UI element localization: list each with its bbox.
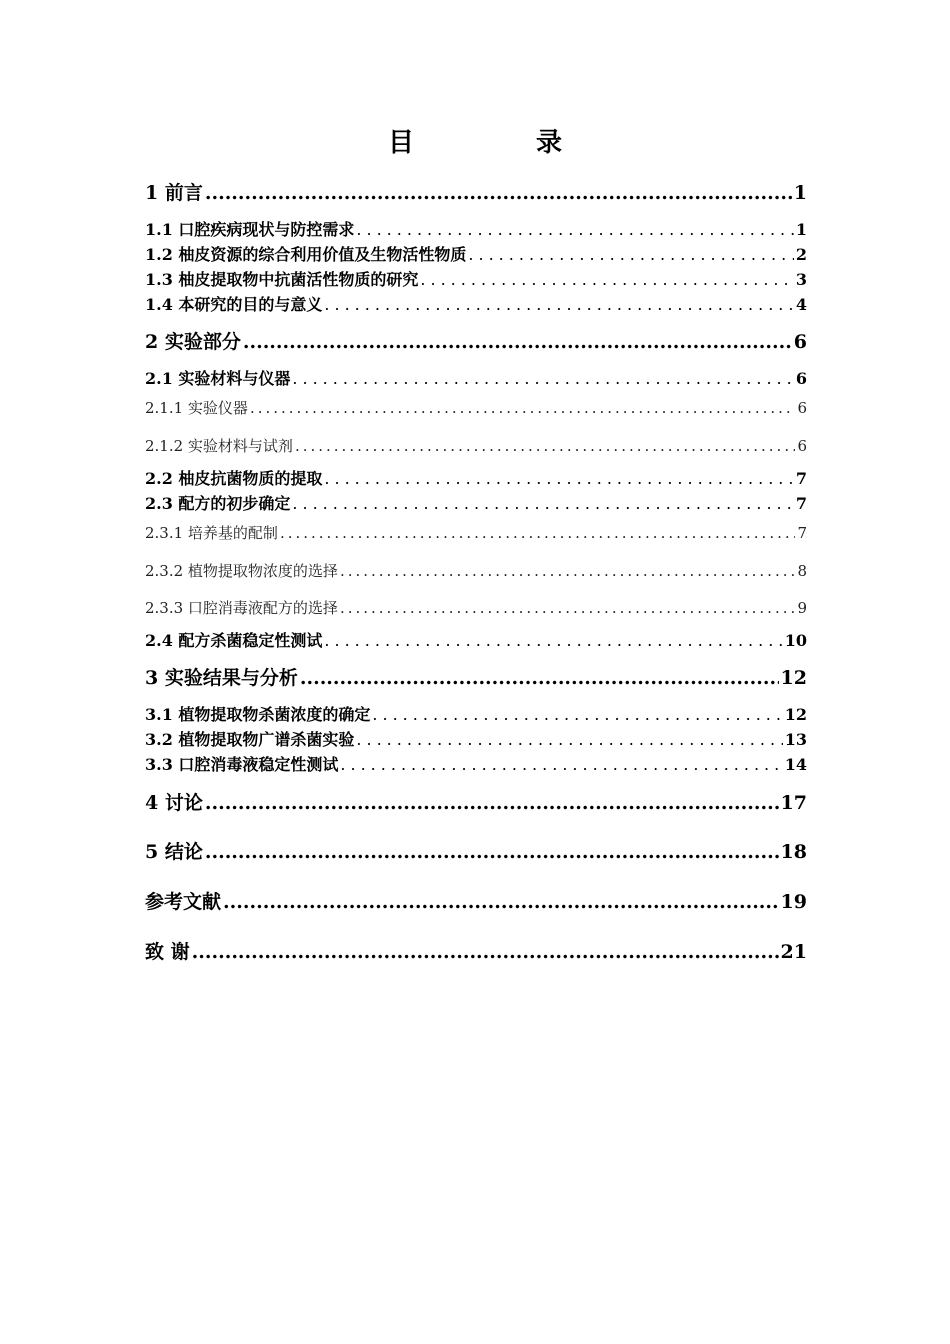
toc-entry-page: 6	[797, 399, 807, 417]
toc-entry-label: 2.3 配方的初步确定	[145, 494, 291, 513]
toc-leader	[324, 469, 793, 488]
toc-entry-page: 17	[780, 792, 807, 814]
toc-leader	[292, 494, 793, 513]
page-title: 目 录	[387, 128, 610, 158]
toc-leader	[324, 631, 782, 650]
toc-entry[interactable]	[145, 702, 807, 725]
toc-entry-page: 12	[780, 667, 807, 689]
toc-entry-page: 19	[780, 891, 807, 913]
toc-leader	[300, 667, 779, 689]
toc-entry[interactable]	[145, 937, 807, 964]
toc-entry-label: 1.2 柚皮资源的综合利用价值及生物活性物质	[145, 245, 467, 264]
toc-entry-label: 2.1.1 实验仪器	[145, 399, 248, 417]
toc-entry[interactable]	[145, 887, 807, 914]
toc-entry-label: 5 结论	[145, 841, 203, 863]
toc-leader	[295, 437, 796, 455]
toc-entry-label: 3.2 植物提取物广谱杀菌实验	[145, 730, 355, 749]
toc-entry-page: 18	[780, 841, 807, 863]
toc-entry-page: 6	[795, 369, 807, 388]
toc-entry-label: 1 前言	[145, 182, 203, 204]
toc-entry-page: 14	[784, 755, 807, 774]
toc-entry-page: 7	[797, 524, 807, 542]
toc-leader	[205, 182, 792, 204]
toc-entry[interactable]	[145, 663, 807, 690]
toc-entry[interactable]	[145, 597, 807, 618]
toc-leader	[340, 562, 796, 580]
toc-entry[interactable]	[145, 752, 807, 775]
toc-entry[interactable]	[145, 837, 807, 864]
toc-leader	[205, 792, 779, 814]
toc-leader	[192, 941, 779, 963]
toc-entry-label: 2.3.3 口腔消毒液配方的选择	[145, 599, 338, 617]
toc-entry-label: 4 讨论	[145, 792, 203, 814]
toc-leader	[468, 245, 793, 264]
toc-leader	[280, 524, 796, 542]
toc-entry-label: 2.4 配方杀菌稳定性测试	[145, 631, 323, 650]
toc-entry-label: 3.3 口腔消毒液稳定性测试	[145, 755, 339, 774]
toc-entry-label: 1.4 本研究的目的与意义	[145, 295, 323, 314]
toc-entry-page: 6	[797, 437, 807, 455]
toc-leader	[223, 891, 779, 913]
toc-entry[interactable]	[145, 178, 807, 205]
toc-entry-page: 1	[793, 182, 807, 204]
toc-entry[interactable]	[145, 292, 807, 315]
toc-entry-page: 7	[795, 469, 807, 488]
toc-entry[interactable]	[145, 560, 807, 581]
toc-entry[interactable]	[145, 435, 807, 456]
toc-entry-page: 13	[784, 730, 807, 749]
toc-entry-page: 8	[797, 562, 807, 580]
toc-entry-page: 9	[797, 599, 807, 617]
toc-leader	[420, 270, 793, 289]
toc-entry[interactable]	[145, 788, 807, 815]
toc-leader	[340, 755, 782, 774]
toc-entry[interactable]	[145, 366, 807, 389]
toc-entry-page: 6	[793, 331, 807, 353]
toc-entry[interactable]	[145, 242, 807, 265]
toc-leader	[250, 399, 796, 417]
toc-entry-page: 2	[795, 245, 807, 264]
toc-entry-label: 2.3.2 植物提取物浓度的选择	[145, 562, 338, 580]
toc-entry-label: 3 实验结果与分析	[145, 667, 298, 689]
toc-leader	[243, 331, 792, 353]
toc-entry-label: 1.3 柚皮提取物中抗菌活性物质的研究	[145, 270, 419, 289]
toc-entry-page: 4	[795, 295, 807, 314]
toc-entry[interactable]	[145, 397, 807, 418]
toc-entry-label: 2.1.2 实验材料与试剂	[145, 437, 293, 455]
toc-leader	[372, 705, 782, 724]
toc-entry-label: 2.3.1 培养基的配制	[145, 524, 278, 542]
toc-entry-page: 7	[795, 494, 807, 513]
toc-entry-label: 1.1 口腔疾病现状与防控需求	[145, 220, 355, 239]
toc-entry-page: 12	[784, 705, 807, 724]
toc-leader	[340, 599, 796, 617]
toc-entry-page: 21	[780, 941, 807, 963]
toc-leader	[292, 369, 793, 388]
toc-entry[interactable]	[145, 217, 807, 240]
toc-entry[interactable]	[145, 727, 807, 750]
toc-entry-label: 2.2 柚皮抗菌物质的提取	[145, 469, 323, 488]
toc-entry-page: 3	[795, 270, 807, 289]
toc-entry-label: 致 谢	[145, 941, 190, 963]
toc-leader	[356, 730, 782, 749]
toc-entry-page: 1	[795, 220, 807, 239]
toc-entry[interactable]	[145, 267, 807, 290]
toc-entry-page: 10	[784, 631, 807, 650]
toc-leader	[324, 295, 793, 314]
toc-entry-label: 2 实验部分	[145, 331, 241, 353]
toc-entry-label: 2.1 实验材料与仪器	[145, 369, 291, 388]
toc-entry-label: 参考文献	[145, 891, 222, 913]
toc-entry[interactable]	[145, 466, 807, 489]
toc-leader	[356, 220, 793, 239]
toc-leader	[205, 841, 779, 863]
toc-entry[interactable]	[145, 491, 807, 514]
toc-entry[interactable]	[145, 628, 807, 651]
toc-entry[interactable]	[145, 327, 807, 354]
toc-entry[interactable]	[145, 522, 807, 543]
toc-entry-label: 3.1 植物提取物杀菌浓度的确定	[145, 705, 371, 724]
